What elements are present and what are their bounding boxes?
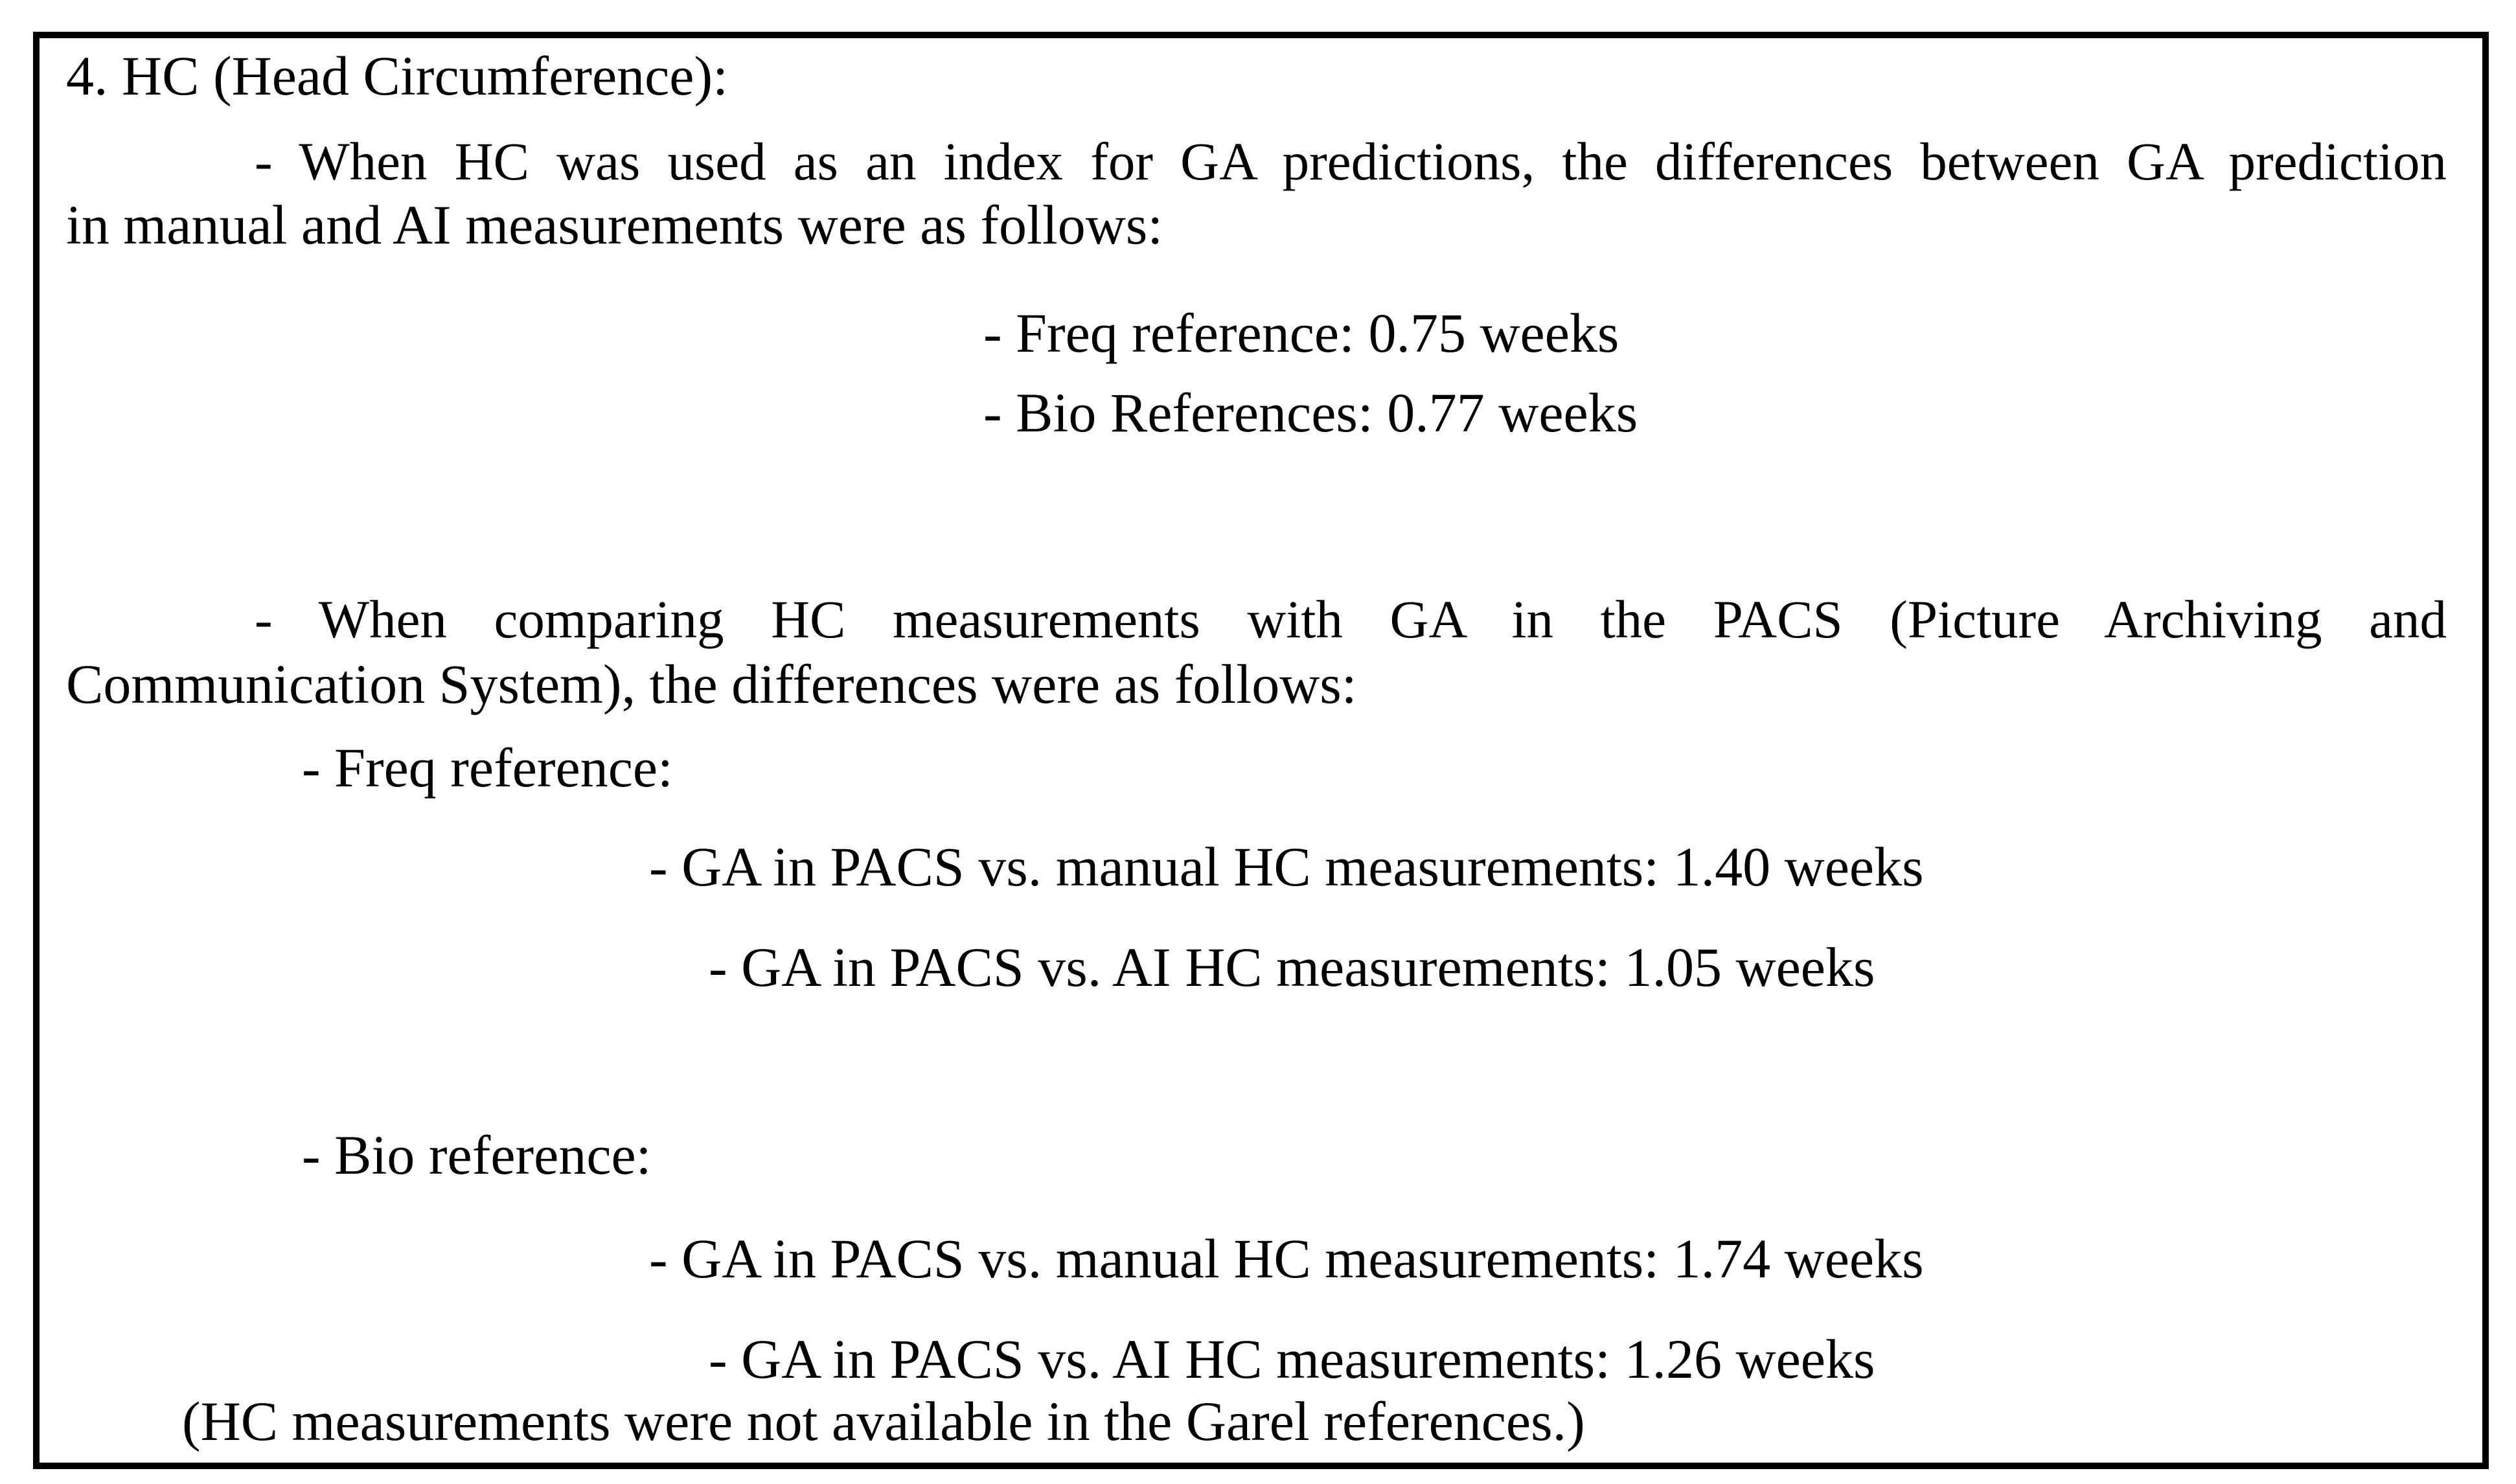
pacs-bio-ai-item: - GA in PACS vs. AI HC measurements: 1.26 weeks <box>709 1328 1875 1390</box>
ga-prediction-para-line1: - When HC was used as an index for GA predictions, the differences between GA prediction <box>255 131 2447 191</box>
pacs-para-line1: - When comparing HC measurements with GA in the PACS (Picture Archiving and <box>255 589 2447 649</box>
pacs-bio-manual-item: - GA in PACS vs. manual HC measurements: 1.74 weeks <box>649 1227 1924 1290</box>
ga-prediction-para-line2: in manual and AI measurements were as follows: <box>66 194 1163 256</box>
text-box <box>33 32 2489 1469</box>
pacs-para-line2: Communication System), the differences were as follows: <box>66 653 1357 715</box>
pacs-freq-ai-item: - GA in PACS vs. AI HC measurements: 1.05 weeks <box>709 936 1875 998</box>
footnote: (HC measurements were not available in the Garel references.) <box>182 1390 1585 1452</box>
pacs-freq-manual-item: - GA in PACS vs. manual HC measurements: 1.40 weeks <box>649 836 1924 898</box>
freq-reference-result: - Freq reference: 0.75 weeks <box>983 302 1619 364</box>
pacs-bio-label: - Bio reference: <box>302 1124 652 1186</box>
pacs-freq-label: - Freq reference: <box>302 736 673 799</box>
section-heading: 4. HC (Head Circumference): <box>66 45 729 107</box>
bio-reference-result: - Bio References: 0.77 weeks <box>983 382 1638 444</box>
